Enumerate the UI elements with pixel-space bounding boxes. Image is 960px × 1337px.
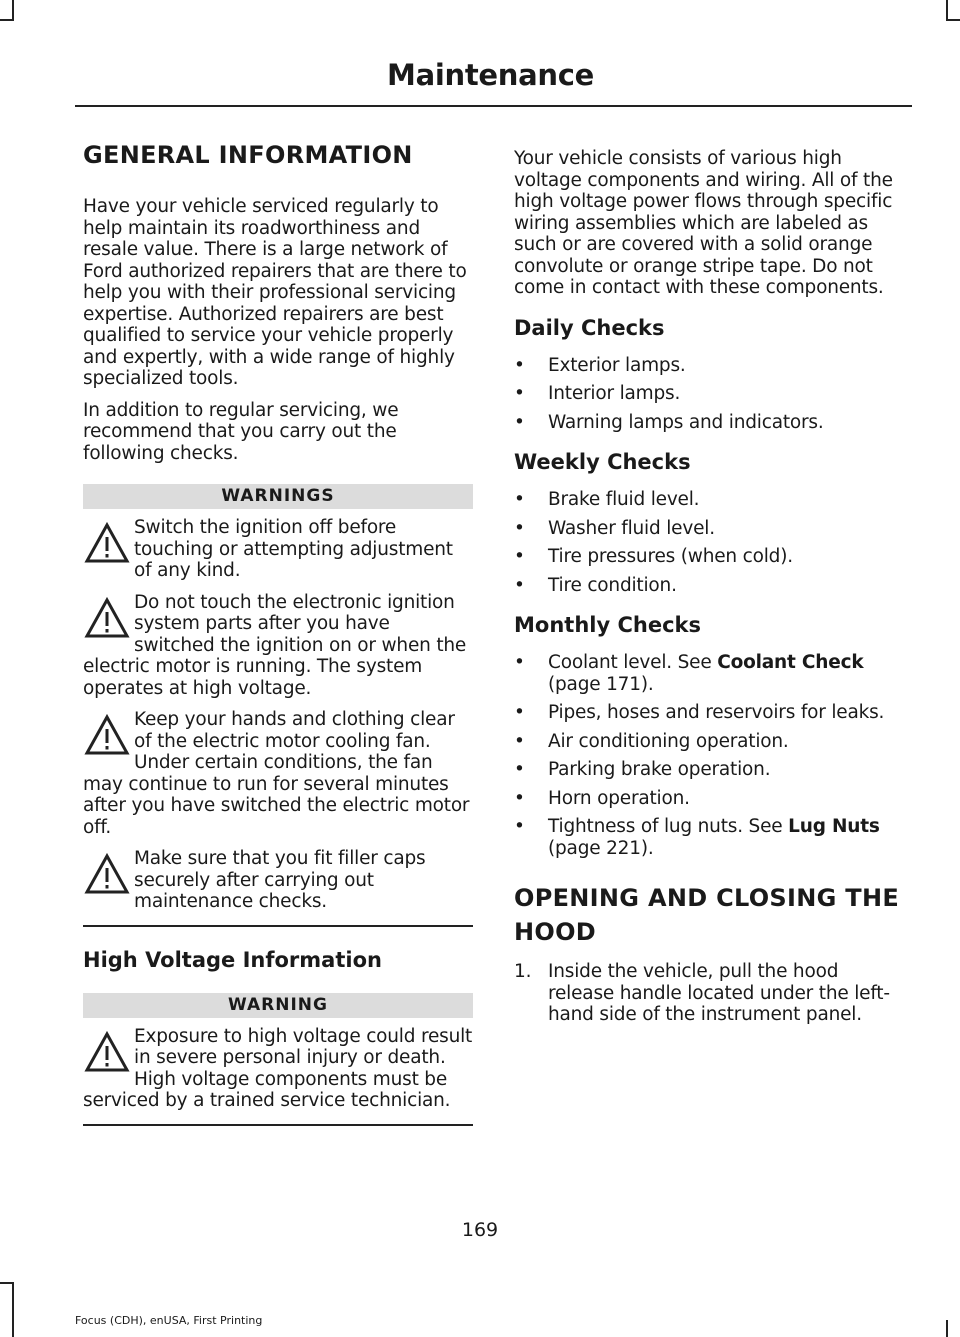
warning-triangle-icon [83,848,131,900]
warning-triangle-icon [83,709,131,761]
crop-mark [0,19,14,21]
bullet: • [514,411,525,433]
warning-text: Switch the ignition off before touching or attempting adjustment of any kind. [134,517,453,581]
list-item [514,355,904,377]
hv-warning-divider [83,1124,473,1126]
hv-warning-header: WARNING [83,993,473,1018]
list-item [514,489,904,511]
section-heading-general-information: GENERAL INFORMATION [83,141,413,169]
list-item [514,518,904,540]
list-item-text: Interior lamps. [548,383,681,404]
warning-item [83,592,473,700]
bullet: • [514,383,525,404]
right-column [514,148,904,1026]
list-item-text: Tightness of lug nuts. See [548,816,789,837]
high-voltage-paragraph: Your vehicle consists of various high voltage components and wiring. All of the high voltage power flows through specific wiring assemblies which are labeled as such or are covered with a solid orange convolute or orange stripe tape. Do not come in contact with these components. [514,148,893,298]
list-item-text: Parking brake operation. [548,759,771,780]
header-divider [75,105,912,107]
left-column [83,140,473,1126]
bullet: • [514,759,525,780]
crop-mark [12,0,14,20]
warning-item [83,517,473,582]
list-item-text: Brake fluid level. [548,489,700,510]
bullet: • [514,546,525,567]
warning-text: Make sure that you fit filler caps securely after carrying out maintenance checks. [134,848,426,912]
section-heading-opening-hood [514,883,904,947]
section-heading-high-voltage: High Voltage Information [83,947,382,972]
bullet: • [514,574,525,596]
list-item [514,816,904,859]
step-number: 1. [514,961,532,982]
monthly-checks-list [514,652,904,859]
bullet: • [514,489,525,510]
crop-mark [0,1282,14,1284]
crop-mark [946,0,948,20]
list-item [514,961,904,1026]
checks-paragraph: In addition to regular servicing, we recommend that you carry out the following checks. [83,399,399,464]
list-item [514,702,904,724]
lug-nuts-link[interactable]: Lug Nuts [788,816,880,837]
warning-text: Exposure to high voltage could result in severe personal injury or death. High voltage components must be serviced by a trained service technician. [83,1025,473,1111]
list-item [514,383,904,405]
list-item-text: Coolant level. See [548,652,718,673]
page-reference: (page 221). [548,837,654,859]
warning-item [83,709,473,838]
warnings-header: WARNINGS [83,484,473,509]
warning-text: Keep your hands and clothing clear of the electric motor cooling fan. Under certain conditions, the fan may continue to run for several minutes after you have switched the electric motor off. [83,709,470,838]
list-item-text: Washer fluid level. [548,517,715,539]
heading-line: OPENING AND CLOSING THE [514,884,900,912]
list-item-text: Pipes, hoses and reservoirs for leaks. [548,702,885,723]
bullet: • [514,787,525,809]
intro-paragraph: Have your vehicle serviced regularly to help maintain its roadworthiness and resale value. There is a large network of Ford authorized repairers that are there to help you with their professional servicing expertise. Authorized repairers are best qualified to service your vehicle properly and expertly, with a wide range of highly specialized tools. [83,196,467,389]
list-item-text: Warning lamps and indicators. [548,411,824,433]
bullet: • [514,816,525,837]
list-item-text: Tire condition. [548,574,677,596]
bullet: • [514,652,525,673]
list-item [514,731,904,753]
list-item-text: Horn operation. [548,787,690,809]
crop-mark [12,1282,14,1337]
warning-triangle-icon [83,592,131,644]
section-heading-weekly-checks: Weekly Checks [514,450,691,474]
section-heading-monthly-checks: Monthly Checks [514,613,701,637]
page-reference: (page 171). [548,673,654,695]
list-item [514,546,904,568]
heading-line: HOOD [514,918,597,946]
warning-triangle-icon [83,1026,131,1078]
coolant-check-link[interactable]: Coolant Check [717,652,864,673]
warning-text: Do not touch the electronic ignition system parts after you have switched the ignition on or when the electric motor is running. The system operates at high voltage. [83,591,467,699]
bullet: • [514,730,525,752]
warnings-divider [83,925,473,927]
list-item-text: Air conditioning operation. [548,730,789,752]
warning-item [83,1026,473,1112]
bullet: • [514,702,525,723]
list-item [514,652,904,695]
list-item [514,788,904,810]
crop-mark [946,19,960,21]
footer-text: Focus (CDH), enUSA, First Printing [75,1314,263,1327]
weekly-checks-list [514,489,904,596]
daily-checks-list [514,355,904,434]
page-number: 169 [461,1219,499,1241]
page-title: Maintenance [387,58,594,92]
hood-steps-list [514,961,904,1026]
list-item-text: Tire pressures (when cold). [548,546,793,567]
bullet: • [514,354,525,376]
warning-item [83,848,473,913]
warning-triangle-icon [83,517,131,569]
list-item-text: Inside the vehicle, pull the hood release handle located under the left-hand side of the instrument panel. [548,961,890,1025]
bullet: • [514,517,525,539]
list-item [514,575,904,597]
section-heading-daily-checks: Daily Checks [514,315,665,340]
list-item [514,412,904,434]
list-item-text: Exterior lamps. [548,354,686,376]
list-item [514,759,904,781]
crop-mark [946,1320,948,1337]
